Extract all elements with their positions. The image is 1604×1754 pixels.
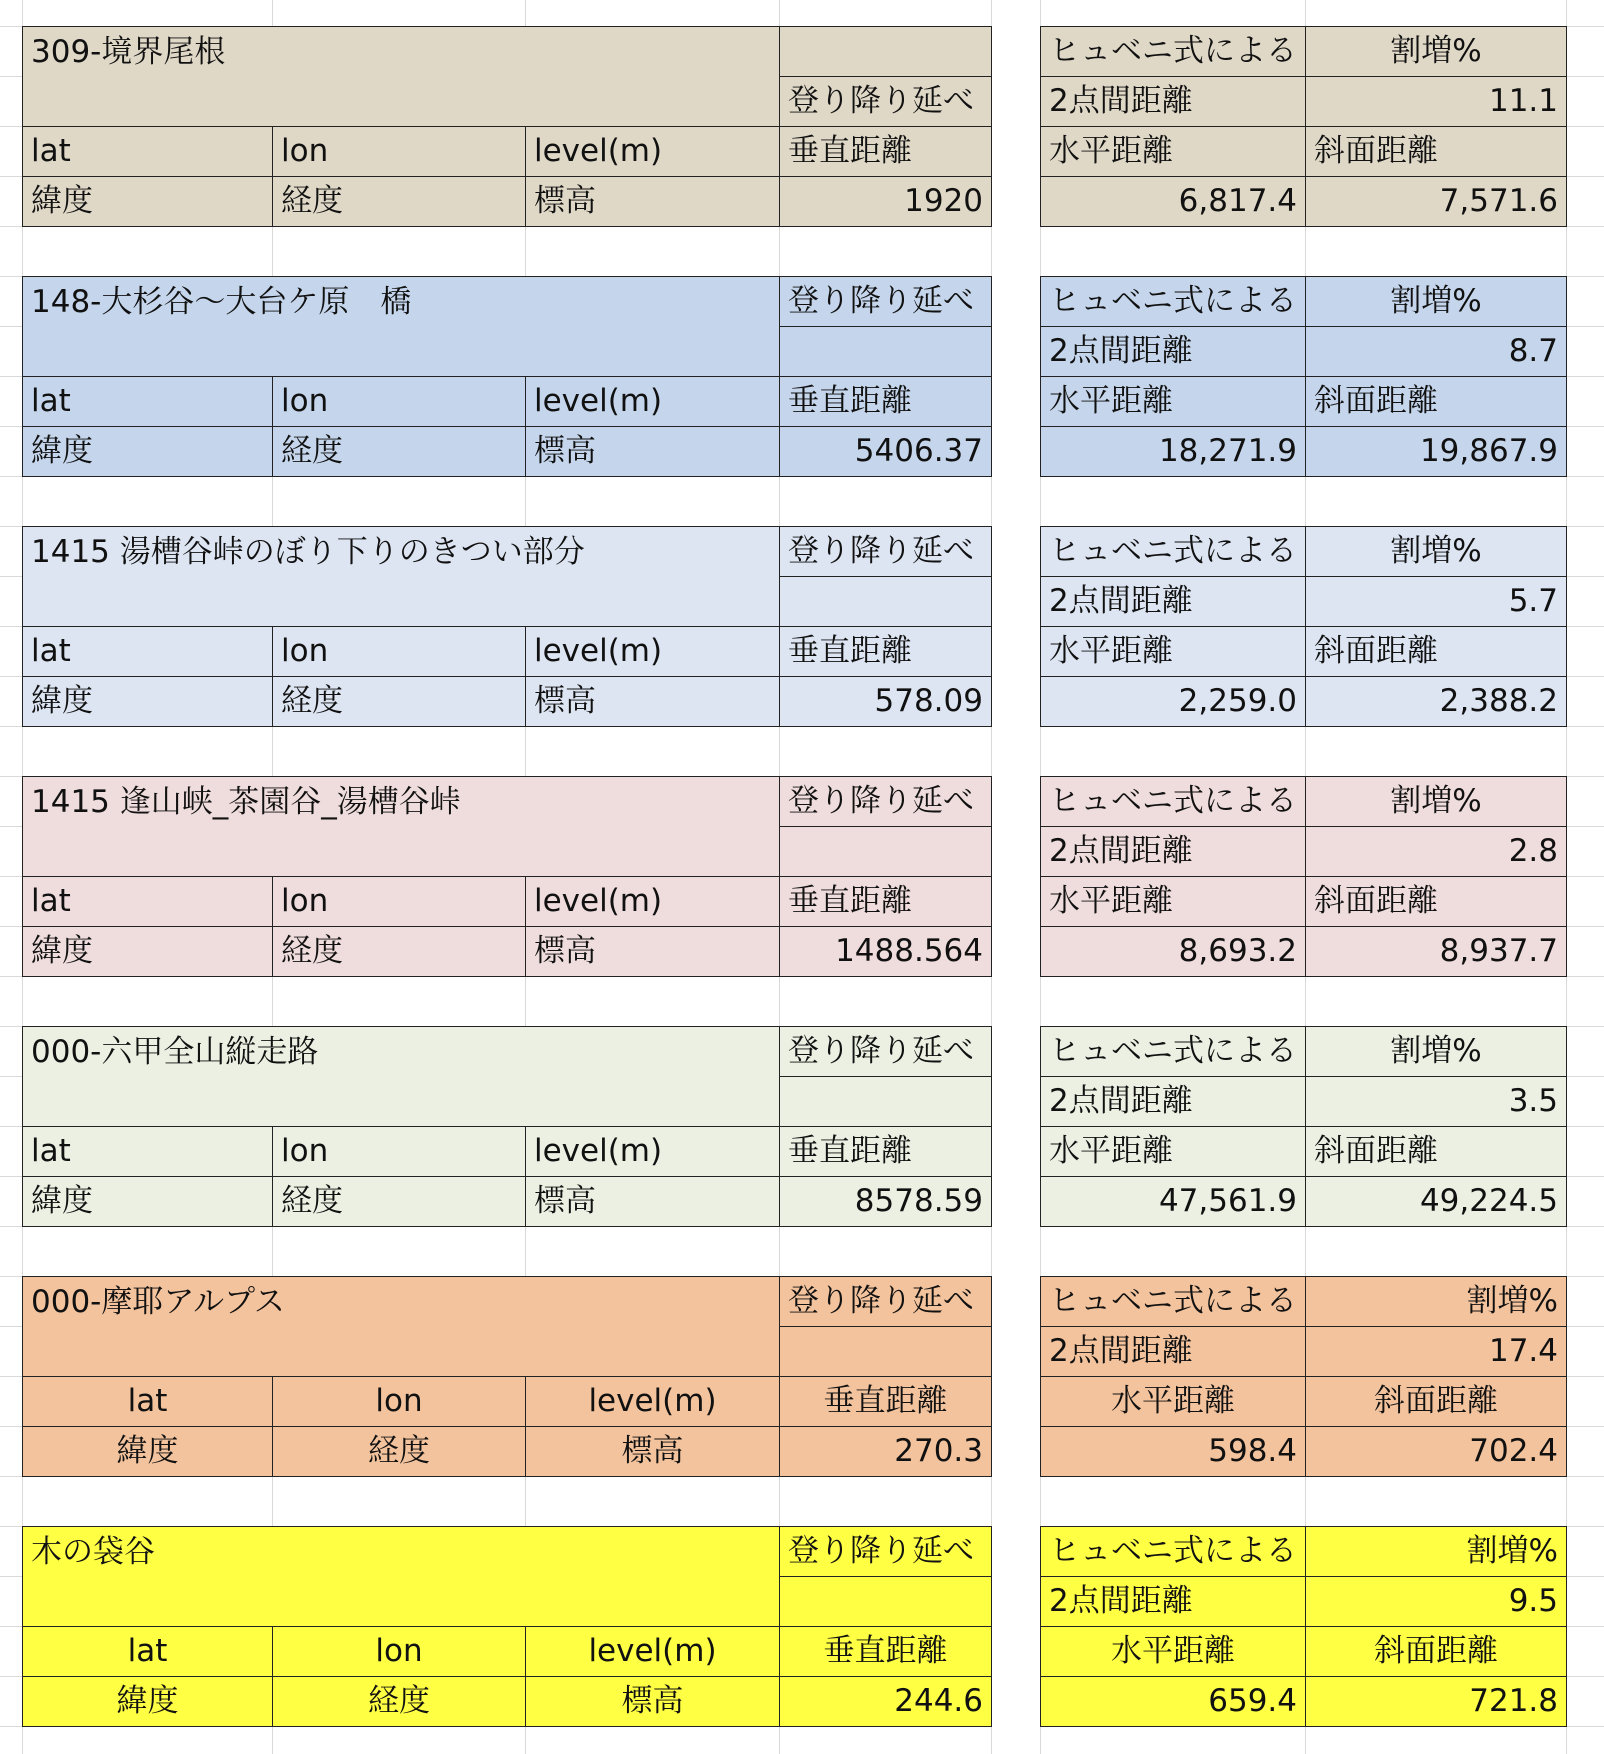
- slope-value[interactable]: 8,937.7: [1305, 926, 1567, 977]
- vertical-value[interactable]: 5406.37: [779, 426, 992, 477]
- lon-header[interactable]: lon: [272, 1376, 526, 1427]
- two-point-label[interactable]: 2点間距離: [1040, 1326, 1306, 1377]
- level-header[interactable]: level(m): [525, 126, 780, 177]
- level-header[interactable]: level(m): [525, 1376, 780, 1427]
- gap-column: [991, 1276, 1041, 1477]
- slope-value[interactable]: 2,388.2: [1305, 676, 1567, 727]
- horizontal-value[interactable]: 47,561.9: [1040, 1176, 1306, 1227]
- updown-header[interactable]: 登り降り延べ: [779, 1026, 992, 1077]
- increase-label[interactable]: 割増%: [1305, 1276, 1567, 1327]
- slope-value[interactable]: 702.4: [1305, 1426, 1567, 1477]
- vertical-header[interactable]: 垂直距離: [779, 1626, 992, 1677]
- formula-label[interactable]: ヒュベニ式による: [1040, 1026, 1306, 1077]
- formula-label[interactable]: ヒュベニ式による: [1040, 776, 1306, 827]
- vertical-value[interactable]: 1488.564: [779, 926, 992, 977]
- two-point-label[interactable]: 2点間距離: [1040, 76, 1306, 127]
- increase-value[interactable]: 9.5: [1305, 1576, 1567, 1627]
- horizontal-value[interactable]: 6,817.4: [1040, 176, 1306, 227]
- lon-header[interactable]: lon: [272, 376, 526, 427]
- lat-header[interactable]: lat: [22, 376, 273, 427]
- horizontal-header[interactable]: 水平距離: [1040, 126, 1306, 177]
- slope-value[interactable]: 49,224.5: [1305, 1176, 1567, 1227]
- vertical-value[interactable]: 244.6: [779, 1676, 992, 1727]
- level-jp[interactable]: 標高: [525, 1176, 780, 1227]
- lat-jp[interactable]: 緯度: [22, 176, 273, 227]
- vertical-header[interactable]: 垂直距離: [779, 376, 992, 427]
- level-header[interactable]: level(m): [525, 376, 780, 427]
- lat-jp[interactable]: 緯度: [22, 1676, 273, 1727]
- updown-header[interactable]: 登り降り延べ: [779, 276, 992, 327]
- lon-jp[interactable]: 経度: [272, 676, 526, 727]
- updown-blank[interactable]: [779, 826, 992, 877]
- block-title[interactable]: 1415 湯槽谷峠のぼり下りのきつい部分: [22, 526, 780, 627]
- lat-header[interactable]: lat: [22, 1126, 273, 1177]
- lat-jp[interactable]: 緯度: [22, 1176, 273, 1227]
- increase-value[interactable]: 17.4: [1305, 1326, 1567, 1377]
- level-jp[interactable]: 標高: [525, 676, 780, 727]
- level-header[interactable]: level(m): [525, 1126, 780, 1177]
- slope-value[interactable]: 7,571.6: [1305, 176, 1567, 227]
- lat-header[interactable]: lat: [22, 876, 273, 927]
- lon-jp[interactable]: 経度: [272, 1176, 526, 1227]
- horizontal-value[interactable]: 659.4: [1040, 1676, 1306, 1727]
- horizontal-header[interactable]: 水平距離: [1040, 1376, 1306, 1427]
- gap-column: [991, 776, 1041, 977]
- updown-blank[interactable]: [779, 326, 992, 377]
- updown-header[interactable]: 登り降り延べ: [779, 1526, 992, 1577]
- formula-label[interactable]: ヒュベニ式による: [1040, 526, 1306, 577]
- slope-header[interactable]: 斜面距離: [1305, 1626, 1567, 1677]
- gap-column: [991, 26, 1041, 227]
- updown-header-blank[interactable]: [779, 26, 992, 77]
- block-title[interactable]: 000-摩耶アルプス: [22, 1276, 780, 1377]
- horizontal-value[interactable]: 18,271.9: [1040, 426, 1306, 477]
- lat-header[interactable]: lat: [22, 126, 273, 177]
- formula-label[interactable]: ヒュベニ式による: [1040, 26, 1306, 77]
- increase-value[interactable]: 11.1: [1305, 76, 1567, 127]
- increase-label[interactable]: 割増%: [1305, 276, 1567, 327]
- slope-header[interactable]: 斜面距離: [1305, 126, 1567, 177]
- updown-blank[interactable]: [779, 1076, 992, 1127]
- lat-header[interactable]: lat: [22, 1376, 273, 1427]
- increase-value[interactable]: 2.8: [1305, 826, 1567, 877]
- lat-jp[interactable]: 緯度: [22, 926, 273, 977]
- horizontal-value[interactable]: 8,693.2: [1040, 926, 1306, 977]
- horizontal-header[interactable]: 水平距離: [1040, 1126, 1306, 1177]
- horizontal-header[interactable]: 水平距離: [1040, 376, 1306, 427]
- vertical-header[interactable]: 垂直距離: [779, 1376, 992, 1427]
- level-jp[interactable]: 標高: [525, 1676, 780, 1727]
- block-title[interactable]: 309-境界尾根: [22, 26, 780, 127]
- two-point-label[interactable]: 2点間距離: [1040, 576, 1306, 627]
- two-point-label[interactable]: 2点間距離: [1040, 326, 1306, 377]
- slope-header[interactable]: 斜面距離: [1305, 1376, 1567, 1427]
- increase-value[interactable]: 8.7: [1305, 326, 1567, 377]
- level-jp[interactable]: 標高: [525, 926, 780, 977]
- two-point-label[interactable]: 2点間距離: [1040, 1576, 1306, 1627]
- increase-label[interactable]: 割増%: [1305, 526, 1567, 577]
- slope-header[interactable]: 斜面距離: [1305, 876, 1567, 927]
- level-header[interactable]: level(m): [525, 626, 780, 677]
- horizontal-value[interactable]: 2,259.0: [1040, 676, 1306, 727]
- horizontal-value[interactable]: 598.4: [1040, 1426, 1306, 1477]
- slope-value[interactable]: 19,867.9: [1305, 426, 1567, 477]
- slope-header[interactable]: 斜面距離: [1305, 376, 1567, 427]
- lat-jp[interactable]: 緯度: [22, 676, 273, 727]
- increase-value[interactable]: 3.5: [1305, 1076, 1567, 1127]
- increase-label[interactable]: 割増%: [1305, 1526, 1567, 1577]
- lon-header[interactable]: lon: [272, 126, 526, 177]
- level-header[interactable]: level(m): [525, 876, 780, 927]
- vertical-value[interactable]: 8578.59: [779, 1176, 992, 1227]
- block-title[interactable]: 木の袋谷: [22, 1526, 780, 1627]
- slope-header[interactable]: 斜面距離: [1305, 1126, 1567, 1177]
- lon-header[interactable]: lon: [272, 1626, 526, 1677]
- lon-header[interactable]: lon: [272, 876, 526, 927]
- level-header[interactable]: level(m): [525, 1626, 780, 1677]
- lon-jp[interactable]: 経度: [272, 426, 526, 477]
- lat-jp[interactable]: 緯度: [22, 1426, 273, 1477]
- vertical-value[interactable]: 1920: [779, 176, 992, 227]
- lon-jp[interactable]: 経度: [272, 926, 526, 977]
- lon-header[interactable]: lon: [272, 1126, 526, 1177]
- slope-value[interactable]: 721.8: [1305, 1676, 1567, 1727]
- level-jp[interactable]: 標高: [525, 1426, 780, 1477]
- updown-blank[interactable]: [779, 576, 992, 627]
- horizontal-header[interactable]: 水平距離: [1040, 1626, 1306, 1677]
- vertical-header[interactable]: 垂直距離: [779, 626, 992, 677]
- increase-label[interactable]: 割増%: [1305, 776, 1567, 827]
- horizontal-header[interactable]: 水平距離: [1040, 876, 1306, 927]
- vertical-header[interactable]: 垂直距離: [779, 876, 992, 927]
- level-jp[interactable]: 標高: [525, 426, 780, 477]
- lat-jp[interactable]: 緯度: [22, 426, 273, 477]
- lat-header[interactable]: lat: [22, 626, 273, 677]
- lat-header[interactable]: lat: [22, 1626, 273, 1677]
- two-point-label[interactable]: 2点間距離: [1040, 826, 1306, 877]
- formula-label[interactable]: ヒュベニ式による: [1040, 1276, 1306, 1327]
- gap-column: [991, 526, 1041, 727]
- two-point-label[interactable]: 2点間距離: [1040, 1076, 1306, 1127]
- lon-jp[interactable]: 経度: [272, 1426, 526, 1477]
- horizontal-header[interactable]: 水平距離: [1040, 626, 1306, 677]
- updown-header[interactable]: 登り降り延べ: [779, 526, 992, 577]
- updown-blank[interactable]: [779, 1326, 992, 1377]
- lon-jp[interactable]: 経度: [272, 176, 526, 227]
- lon-jp[interactable]: 経度: [272, 1676, 526, 1727]
- updown-header[interactable]: 登り降り延べ: [779, 776, 992, 827]
- increase-value[interactable]: 5.7: [1305, 576, 1567, 627]
- vertical-header[interactable]: 垂直距離: [779, 126, 992, 177]
- level-jp[interactable]: 標高: [525, 176, 780, 227]
- formula-label[interactable]: ヒュベニ式による: [1040, 276, 1306, 327]
- gap-column: [991, 1026, 1041, 1227]
- vertical-value[interactable]: 578.09: [779, 676, 992, 727]
- increase-label[interactable]: 割増%: [1305, 26, 1567, 77]
- vertical-header[interactable]: 垂直距離: [779, 1126, 992, 1177]
- gap-column: [991, 1526, 1041, 1727]
- block-title[interactable]: 148-大杉谷～大台ケ原 橋: [22, 276, 780, 377]
- slope-header[interactable]: 斜面距離: [1305, 626, 1567, 677]
- block-title[interactable]: 000-六甲全山縦走路: [22, 1026, 780, 1127]
- updown-header[interactable]: 登り降り延べ: [779, 1276, 992, 1327]
- updown-header[interactable]: 登り降り延べ: [779, 76, 992, 127]
- lon-header[interactable]: lon: [272, 626, 526, 677]
- formula-label[interactable]: ヒュベニ式による: [1040, 1526, 1306, 1577]
- increase-label[interactable]: 割増%: [1305, 1026, 1567, 1077]
- gap-column: [991, 276, 1041, 477]
- vertical-value[interactable]: 270.3: [779, 1426, 992, 1477]
- block-title[interactable]: 1415 逢山峡_茶園谷_湯槽谷峠: [22, 776, 780, 877]
- updown-blank[interactable]: [779, 1576, 992, 1627]
